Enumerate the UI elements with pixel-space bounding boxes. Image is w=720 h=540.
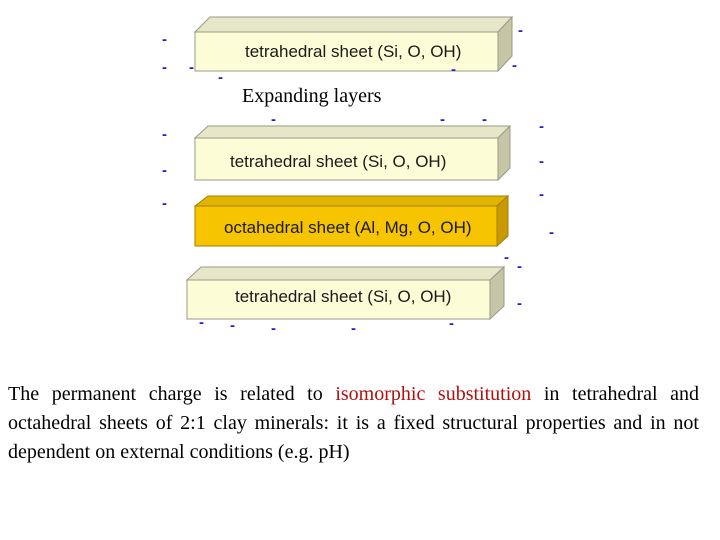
negative-charge-mark: - [451, 61, 456, 78]
negative-charge-mark: - [162, 31, 167, 48]
negative-charge-mark: - [162, 162, 167, 179]
sheet-label: tetrahedral sheet (Si, O, OH) [235, 287, 452, 306]
sheet-label: tetrahedral sheet (Si, O, OH) [245, 42, 462, 61]
tetrahedral-sheet-bottom [187, 267, 504, 319]
negative-charge-mark: - [517, 258, 522, 275]
highlighted-term: isomorphic substitution [335, 383, 532, 405]
negative-charge-mark: - [482, 111, 487, 128]
negative-charge-mark: - [539, 118, 544, 135]
tetrahedral-sheet-upper [195, 126, 510, 180]
negative-charge-mark: - [351, 320, 356, 337]
negative-charge-mark: - [539, 153, 544, 170]
negative-charge-mark: - [162, 59, 167, 76]
diagram-caption: Expanding layers [242, 85, 382, 107]
negative-charge-mark: - [199, 314, 204, 331]
paragraph-text-start: The permanent charge is related to [8, 383, 336, 405]
negative-charge-mark: - [549, 224, 554, 241]
negative-charge-mark: - [449, 315, 454, 332]
negative-charge-mark: - [504, 249, 509, 266]
negative-charge-mark: - [218, 69, 223, 86]
negative-charge-mark: - [518, 22, 523, 39]
negative-charge-mark: - [440, 111, 445, 128]
negative-charge-mark: - [189, 59, 194, 76]
negative-charge-mark: - [271, 320, 276, 337]
negative-charge-mark: - [539, 186, 544, 203]
sheet-label: octahedral sheet (Al, Mg, O, OH) [224, 218, 472, 237]
explanation-paragraph [8, 380, 699, 467]
negative-charge-mark: - [271, 111, 276, 128]
sheet-label: tetrahedral sheet (Si, O, OH) [230, 152, 447, 171]
paragraph-text-end: in tetrahedral and octahedral sheets of 2:1 clay minerals: it is a fixed structural properties and in not dependent on external conditions (e.g. pH) [8, 383, 700, 463]
octahedral-sheet [195, 196, 508, 246]
tetrahedral-sheet-top [195, 17, 512, 71]
negative-charge-mark: - [230, 317, 235, 334]
negative-charge-mark: - [162, 195, 167, 212]
negative-charge-mark: - [517, 295, 522, 312]
negative-charge-mark: - [162, 126, 167, 143]
negative-charge-mark: - [512, 57, 517, 74]
